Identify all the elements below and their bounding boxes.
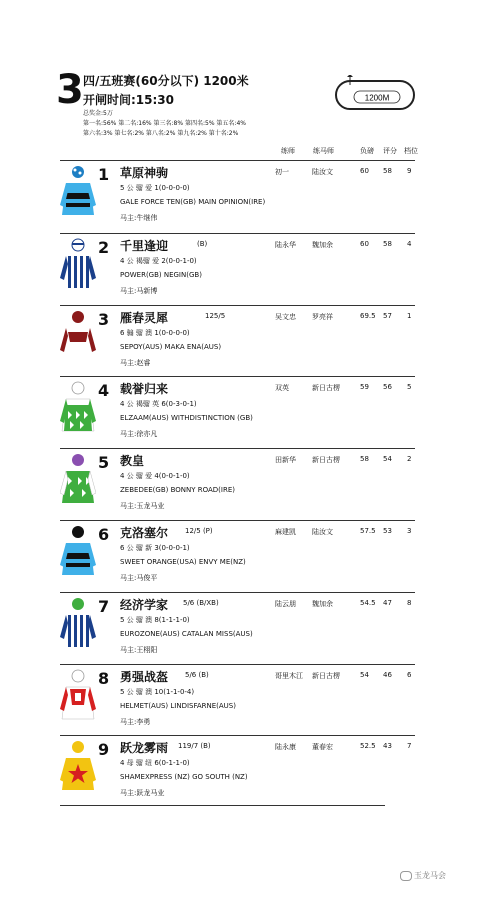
horse-weight: 60 (360, 167, 369, 175)
horse-name: 草原神驹 (120, 166, 169, 180)
horse-pedigree: GALE FORCE TEN(GB) MAIN OPINION(IRE) (120, 198, 266, 206)
prize-line-2: 第六名:3% 第七名:2% 第八名:2% 第九名:2% 第十名:2% (83, 130, 239, 137)
horse-number: 2 (98, 238, 110, 257)
horse-row (60, 376, 415, 447)
horse-rating: 54 (383, 455, 392, 463)
horse-number: 9 (98, 740, 110, 759)
race-start-time: 开闸时间:15:30 (83, 93, 174, 107)
horse-row (60, 592, 415, 663)
horse-gear: 12/5 (P) (185, 527, 213, 535)
horse-gear: 5/6 (B/XB) (183, 599, 219, 607)
horse-jockey: 新日古楞 (312, 456, 340, 464)
horse-owner: 马主:王栩阳 (120, 646, 158, 654)
horse-pedigree: HELMET(AUS) LINDISFARNE(AUS) (120, 702, 236, 710)
horse-trainer: 双英 (275, 384, 289, 392)
silk-icon (60, 381, 96, 437)
horse-trainer: 陆永华 (275, 241, 296, 249)
horse-name: 经济学家 (120, 598, 169, 612)
horse-name: 载誉归来 (120, 382, 169, 396)
horse-name: 千里逢迎 (120, 239, 169, 253)
horse-jockey: 新日古楞 (312, 384, 340, 392)
prize-line-1: 第一名:56% 第二名:16% 第三名:8% 第四名:5% 第五名:4% (83, 120, 246, 127)
horse-owner: 马主:李勇 (120, 718, 151, 726)
horse-rating: 58 (383, 240, 392, 248)
horse-info: 4 母 骝 纽 6(0-1-1-0) (120, 759, 190, 767)
horse-trainer: 吴文忠 (275, 313, 296, 321)
horse-owner: 马主:牛继伟 (120, 214, 158, 222)
horse-jockey: 董春宏 (312, 743, 333, 751)
silk-icon (60, 453, 96, 509)
horse-row (60, 520, 415, 591)
horse-jockey: 陆汝文 (312, 168, 333, 176)
horse-row (60, 233, 415, 304)
horse-number: 8 (98, 669, 110, 688)
horse-draw: 7 (407, 742, 412, 750)
horse-weight: 54 (360, 671, 369, 679)
horse-name: 跃龙雾雨 (120, 741, 169, 755)
horse-row (60, 664, 415, 735)
horse-weight: 52.5 (360, 742, 376, 750)
horse-gear: 119/7 (B) (178, 742, 211, 750)
horse-weight: 69.5 (360, 312, 376, 320)
horse-trainer: 麻建凯 (275, 528, 296, 536)
horse-trainer: 初一 (275, 168, 289, 176)
horse-trainer: 陆永康 (275, 743, 296, 751)
horse-draw: 9 (407, 167, 412, 175)
horse-info: 6 骟 骝 澳 1(0-0-0-0) (120, 329, 190, 337)
horse-rating: 56 (383, 383, 392, 391)
horse-name: 勇强战盔 (120, 670, 169, 684)
silk-icon (60, 525, 96, 581)
horse-row (60, 735, 415, 806)
horse-draw: 2 (407, 455, 412, 463)
track-diagram (330, 75, 420, 115)
horse-name: 雁春灵犀 (120, 311, 169, 325)
horse-pedigree: EUROZONE(AUS) CATALAN MISS(AUS) (120, 630, 253, 638)
horse-rating: 57 (383, 312, 392, 320)
horse-pedigree: POWER(GB) NEGIN(GB) (120, 271, 202, 279)
horse-trainer: 田新华 (275, 456, 296, 464)
horse-name: 克洛塞尔 (120, 526, 169, 540)
col-rating: 评分 (383, 147, 397, 155)
horse-rating: 43 (383, 742, 392, 750)
horse-owner: 马主:玉龙马业 (120, 502, 165, 510)
horse-number: 5 (98, 453, 110, 472)
horse-number: 7 (98, 597, 110, 616)
col-trainer: 练师 (281, 147, 295, 155)
horse-weight: 57.5 (360, 527, 376, 535)
silk-icon (60, 310, 96, 366)
silk-icon (60, 597, 96, 653)
horse-jockey: 罗亮祥 (312, 313, 333, 321)
horse-draw: 6 (407, 671, 412, 679)
horse-number: 1 (98, 165, 110, 184)
silk-icon (60, 740, 96, 796)
race-number: 3 (56, 67, 84, 113)
horse-info: 5 公 骝 澳 10(1-1-0-4) (120, 688, 195, 696)
horse-jockey: 魏加余 (312, 241, 333, 249)
horse-info: 5 公 骝 澳 8(1-1-1-0) (120, 616, 190, 624)
horse-trainer: 陆云朋 (275, 600, 296, 608)
horse-jockey: 新日古楞 (312, 672, 340, 680)
divider (60, 805, 385, 806)
horse-pedigree: ZEBEDEE(GB) BONNY ROAD(IRE) (120, 486, 235, 494)
horse-draw: 5 (407, 383, 412, 391)
horse-info: 6 公 骝 新 3(0-0-0-1) (120, 544, 190, 552)
watermark-text: 玉龙马会 (414, 871, 446, 880)
horse-rating: 47 (383, 599, 392, 607)
horse-info: 4 公 骝 爱 4(0-0-1-0) (120, 472, 190, 480)
horse-gear: 125/5 (205, 312, 226, 320)
horse-weight: 54.5 (360, 599, 376, 607)
silk-icon (60, 669, 96, 725)
horse-rating: 58 (383, 167, 392, 175)
horse-row (60, 160, 415, 231)
horse-owner: 马主:马新博 (120, 287, 158, 295)
horse-rating: 46 (383, 671, 392, 679)
horse-trainer: 哥里木江 (275, 672, 303, 680)
horse-owner: 马主:赵睿 (120, 359, 151, 367)
horse-info: 5 公 骝 爱 1(0-0-0-0) (120, 184, 190, 192)
horse-jockey: 陆汝文 (312, 528, 333, 536)
horse-draw: 8 (407, 599, 412, 607)
watermark (400, 870, 446, 881)
horse-pedigree: SEPOY(AUS) MAKA ENA(AUS) (120, 343, 222, 351)
chat-bubble-icon (400, 871, 412, 881)
horse-jockey: 魏加余 (312, 600, 333, 608)
col-jockey: 练马师 (313, 147, 334, 155)
horse-owner: 马主:马俊平 (120, 574, 158, 582)
col-weight: 负磅 (360, 147, 374, 155)
horse-draw: 1 (407, 312, 412, 320)
horse-gear: 5/6 (B) (185, 671, 209, 679)
horse-info: 4 公 褐骝 爱 2(0-0-1-0) (120, 257, 197, 265)
horse-row (60, 305, 415, 376)
horse-name: 教皇 (120, 454, 145, 468)
race-title: 四/五班赛(60分以下) 1200米 (83, 74, 249, 88)
horse-row (60, 448, 415, 519)
distance-badge: 1200M (364, 93, 390, 103)
horse-number: 6 (98, 525, 110, 544)
horse-number: 3 (98, 310, 110, 329)
silk-icon (60, 238, 96, 294)
horse-pedigree: ELZAAM(AUS) WITHDISTINCTION (GB) (120, 414, 253, 422)
horse-owner: 马主:跃龙马业 (120, 789, 165, 797)
horse-number: 4 (98, 381, 110, 400)
horse-weight: 60 (360, 240, 369, 248)
silk-icon (60, 165, 96, 221)
horse-draw: 4 (407, 240, 412, 248)
horse-pedigree: SWEET ORANGE(USA) ENVY ME(NZ) (120, 558, 246, 566)
col-draw: 档位 (404, 147, 418, 155)
horse-gear: (B) (197, 240, 208, 248)
horse-rating: 53 (383, 527, 392, 535)
horse-pedigree: SHAMEXPRESS (NZ) GO SOUTH (NZ) (120, 773, 248, 781)
horse-draw: 3 (407, 527, 412, 535)
horse-owner: 马主:徐亦凡 (120, 430, 158, 438)
prize-total: 总奖金:5万 (83, 110, 113, 117)
horse-weight: 59 (360, 383, 369, 391)
horse-info: 4 公 褐骝 英 6(0-3-0-1) (120, 400, 197, 408)
horse-weight: 58 (360, 455, 369, 463)
